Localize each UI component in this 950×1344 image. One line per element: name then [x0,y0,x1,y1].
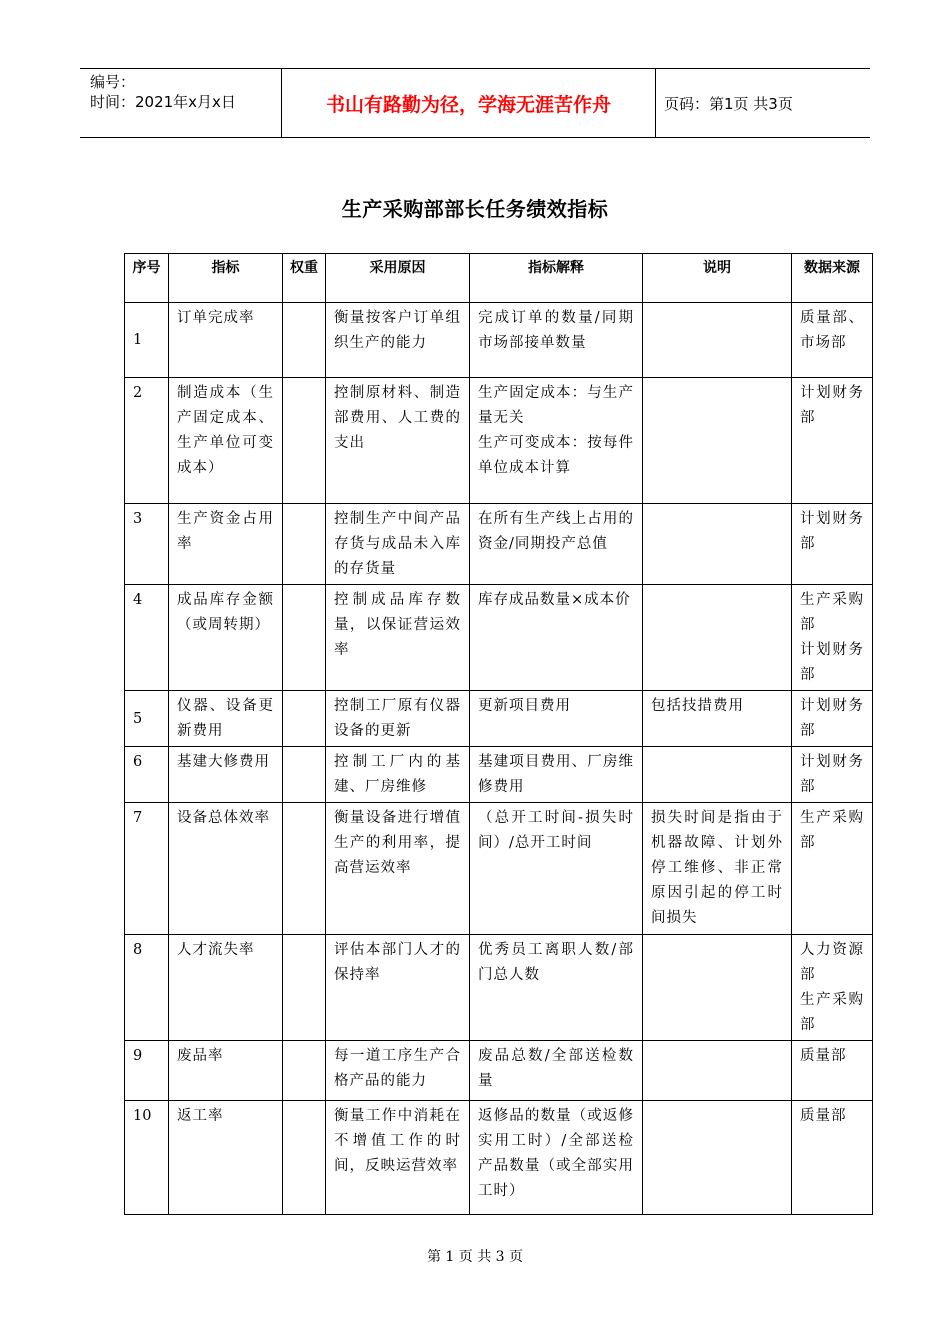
row-no: 9 [125,1041,169,1101]
row-no: 2 [125,378,169,504]
row-note: 损失时间是指由于机器故障、计划外停工维修、非正常原因引起的停工时间损失 [643,803,792,935]
row-indicator: 返工率 [169,1101,283,1215]
row-weight [283,1101,326,1215]
number-label: 编号： [90,73,136,91]
row-note [643,747,792,803]
row-reason: 控制原材料、制造部费用、人工费的支出 [326,378,470,504]
row-source: 质量部 [792,1041,873,1101]
row-weight [283,803,326,935]
row-indicator: 成品库存金额（或周转期） [169,585,283,691]
row-weight [283,504,326,585]
col-header-reason: 采用原因 [326,254,470,303]
row-note [643,504,792,585]
row-indicator: 制造成本（生产固定成本、生产单位可变成本） [169,378,283,504]
page-label: 页码：第1页 共3页 [664,94,793,113]
col-header-no: 序号 [125,254,169,303]
row-weight [283,1041,326,1101]
row-source: 生产采购部 [792,803,873,935]
row-reason: 控制成品库存数量，以保证营运效率 [326,585,470,691]
table-row [125,747,873,803]
row-note [643,935,792,1041]
row-reason: 控制工厂原有仪器设备的更新 [326,691,470,747]
row-no: 6 [125,747,169,803]
row-reason: 控制生产中间产品存货与成品未入库的存货量 [326,504,470,585]
col-header-note: 说明 [643,254,792,303]
row-indicator: 设备总体效率 [169,803,283,935]
header-motto: 书山有路勤为径，学海无涯苦作舟 [281,69,656,137]
col-header-explanation: 指标解释 [470,254,643,303]
row-source: 计划财务部 [792,747,873,803]
header-page-info [655,69,870,137]
row-explanation: 废品总数/全部送检数量 [470,1041,643,1101]
row-source: 计划财务部 [792,504,873,585]
row-weight [283,585,326,691]
row-source: 生产采购部 计划财务部 [792,585,873,691]
row-indicator: 订单完成率 [169,303,283,378]
row-reason: 衡量设备进行增值生产的利用率，提高营运效率 [326,803,470,935]
row-no: 8 [125,935,169,1041]
row-note [643,585,792,691]
row-explanation: 优秀员工离职人数/部门总人数 [470,935,643,1041]
row-reason: 控制工厂内的基建、厂房维修 [326,747,470,803]
document-title: 生产采购部部长任务绩效指标 [341,197,609,221]
table-body [125,303,873,1215]
row-reason: 衡量按客户订单组织生产的能力 [326,303,470,378]
table-row [125,378,873,504]
row-indicator: 仪器、设备更新费用 [169,691,283,747]
row-explanation: 返修品的数量（或返修实用工时）/全部送检产品数量（或全部实用工时） [470,1101,643,1215]
table-row [125,1101,873,1215]
table-header-row [125,254,873,303]
row-no: 1 [125,303,169,378]
row-indicator: 生产资金占用率 [169,504,283,585]
row-explanation: 基建项目费用、厂房维修费用 [470,747,643,803]
row-no: 10 [125,1101,169,1215]
row-note: 包括技措费用 [643,691,792,747]
table-row [125,1041,873,1101]
row-source: 计划财务部 [792,691,873,747]
row-explanation: 完成订单的数量/同期市场部接单数量 [470,303,643,378]
row-explanation: （总开工时间-损失时间）/总开工时间 [470,803,643,935]
row-indicator: 废品率 [169,1041,283,1101]
table-row [125,303,873,378]
row-explanation: 更新项目费用 [470,691,643,747]
row-indicator: 基建大修费用 [169,747,283,803]
row-weight [283,691,326,747]
row-reason: 衡量工作中消耗在不增值工作的时间，反映运营效率 [326,1101,470,1215]
table-row [125,935,873,1041]
row-source: 质量部 [792,1101,873,1215]
row-explanation: 库存成品数量×成本价 [470,585,643,691]
row-indicator: 人才流失率 [169,935,283,1041]
row-note [643,378,792,504]
row-no: 3 [125,504,169,585]
table-row [125,803,873,935]
document-header [80,68,870,138]
row-weight [283,378,326,504]
col-header-indicator: 指标 [169,254,283,303]
table-row [125,504,873,585]
col-header-source: 数据来源 [792,254,873,303]
row-note [643,1101,792,1215]
row-source: 计划财务部 [792,378,873,504]
header-meta [80,69,280,137]
row-source: 质量部、市场部 [792,303,873,378]
row-weight [283,935,326,1041]
date-label: 时间：2021年x月x日 [90,93,236,111]
row-no: 5 [125,691,169,747]
row-reason: 评估本部门人才的保持率 [326,935,470,1041]
row-weight [283,747,326,803]
row-explanation: 生产固定成本：与生产量无关 生产可变成本：按每件单位成本计算 [470,378,643,504]
row-no: 7 [125,803,169,935]
page-footer: 第 1 页 共 3 页 [426,1249,524,1265]
row-no: 4 [125,585,169,691]
row-reason: 每一道工序生产合格产品的能力 [326,1041,470,1101]
table-row [125,691,873,747]
table-row [125,585,873,691]
row-note [643,1041,792,1101]
row-source: 人力资源部 生产采购部 [792,935,873,1041]
row-weight [283,303,326,378]
row-explanation: 在所有生产线上占用的资金/同期投产总值 [470,504,643,585]
row-note [643,303,792,378]
col-header-weight: 权重 [283,254,326,303]
kpi-table [124,253,873,1215]
